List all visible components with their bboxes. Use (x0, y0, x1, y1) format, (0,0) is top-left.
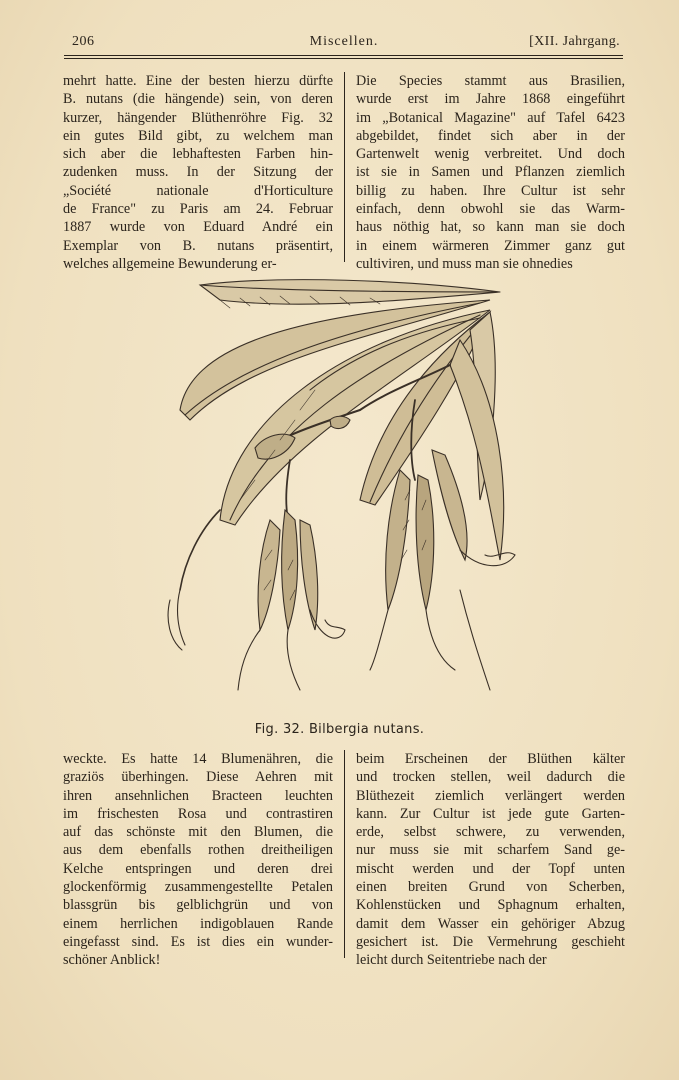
text-line: mehrt hatte. Eine der besten hierzu dürfte (63, 73, 333, 89)
column-divider-top (344, 72, 345, 262)
text-column-top-right (356, 72, 625, 273)
text-line: einem herrlichen indigoblauen Rande (63, 915, 333, 932)
text-line: einfach, denn obwohl sie das Warm- (356, 201, 625, 218)
text-line: leicht durch Seitentriebe nach der (356, 952, 547, 969)
text-line: Kelche entspringen und deren drei (63, 860, 333, 877)
text-line: sich aber die lebhaftesten Farben hin- (63, 146, 333, 163)
figure-caption: Fig. 32. Bilbergia nutans. (254, 722, 425, 737)
text-line: 1887 wurde von Eduard André ein (63, 219, 333, 236)
text-line: blassgrün bis gelblichgrün und von (63, 897, 333, 914)
page-number: 206 (72, 34, 95, 49)
text-line: in einem wärmeren Zimmer ganz gut (356, 237, 625, 254)
text-line: im „Botanical Magazine" auf Tafel 6423 (356, 109, 625, 126)
text-line: einen breiten Grund von Scherben, (356, 879, 625, 896)
bilbergia-illustration (160, 270, 530, 720)
text-line: kann. Zur Cultur ist jede gute Garten- (356, 805, 625, 822)
text-line: zudenken muss. In der Sitzung der (63, 164, 333, 181)
text-line: erde, selbst schwere, zu verwenden, (356, 824, 625, 841)
text-line: graziös überhingen. Diese Aehren mit (63, 769, 333, 786)
text-line: mischt werden und der Topf unten (356, 860, 625, 877)
text-line: B. nutans (die hängende) sein, von deren (63, 91, 333, 108)
text-line: beim Erscheinen der Blüthen kälter (356, 751, 625, 767)
text-line: eingefasst sind. Es ist dies ein wunder- (63, 933, 333, 950)
text-line: „Société nationale d'Horticulture (63, 182, 333, 199)
text-line: ist sie in Samen und Pflanzen ziemlich (356, 164, 625, 181)
text-line: ihren ansehnlichen Bracteen leuchten (63, 787, 333, 804)
text-line: haus nöthig hat, so kann man sie doch (356, 219, 625, 236)
text-line: Blüthezeit ziemlich verlängert werden (356, 787, 625, 804)
text-column-top-left (63, 72, 333, 273)
text-line: ein gutes Bild gibt, zu welchem man (63, 127, 333, 144)
running-header (64, 34, 624, 54)
text-line: nur muss sie mit scharfem Sand ge- (356, 842, 625, 859)
text-line: aus dem ebenfalls rothen dreitheiligen (63, 842, 333, 859)
text-line: und trocken stellen, weil dadurch die (356, 769, 625, 786)
text-column-bottom-right (356, 750, 625, 970)
text-line: abgebildet, findet sich aber in der (356, 127, 625, 144)
text-column-bottom-left (63, 750, 333, 970)
text-line: cultiviren, und muss man sie ohnedies (356, 255, 573, 272)
text-line: gesichert ist. Die Vermehrung geschieht (356, 933, 625, 950)
header-rule (64, 55, 623, 56)
text-line: kurzer, hängender Blüthenröhre Fig. 32 (63, 109, 333, 126)
text-line: de France" zu Paris am 24. Februar (63, 201, 333, 218)
plant-engraving (160, 270, 530, 720)
text-line: im frischesten Rosa und contrastiren (63, 805, 333, 822)
text-line: weckte. Es hatte 14 Blumenähren, die (63, 751, 333, 767)
text-line: auf das schönste mit den Blumen, die (63, 824, 333, 841)
text-line: Die Species stammt aus Brasilien, (356, 73, 625, 89)
text-line: Gartenwelt wenig verbreitet. Und doch (356, 146, 625, 163)
text-line: damit dem Wasser ein gehöriger Abzug (356, 915, 625, 932)
header-rule-double (64, 58, 623, 59)
text-line: glockenförmig zusammengestellte Petalen (63, 879, 333, 896)
text-line: schöner Anblick! (63, 952, 161, 969)
text-line: Kohlenstücken und Sphagnum erhalten, (356, 897, 625, 914)
text-line: welches allgemeine Bewunderung er- (63, 255, 277, 272)
running-title: Miscellen. (309, 34, 379, 49)
text-line: billig zu haben. Ihre Cultur ist sehr (356, 182, 625, 199)
text-line: wurde erst im Jahre 1868 eingeführt (356, 91, 625, 108)
column-divider-bottom (344, 750, 345, 958)
text-line: Exemplar von B. nutans präsentirt, (63, 237, 333, 254)
volume-label: [XII. Jahrgang. (529, 34, 620, 49)
